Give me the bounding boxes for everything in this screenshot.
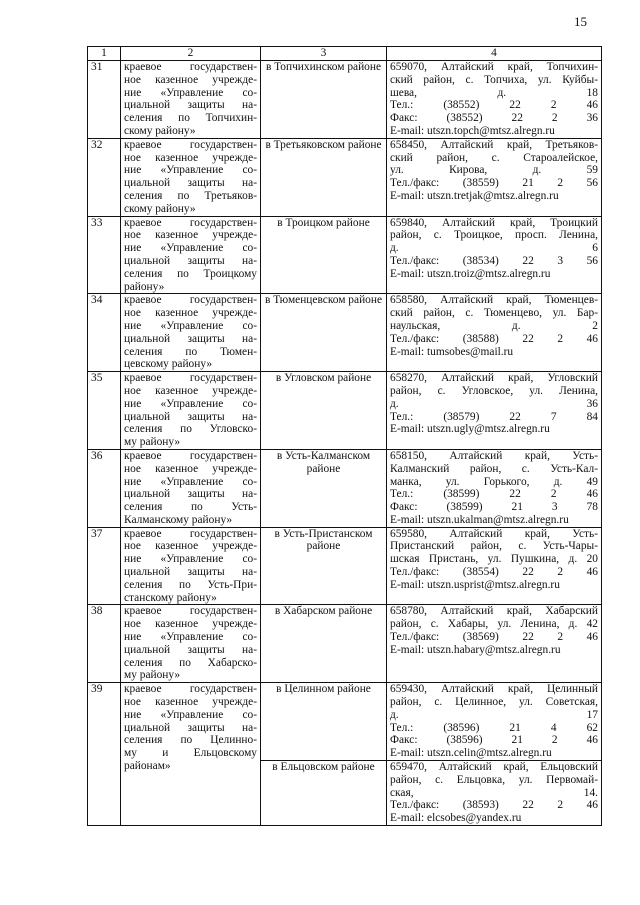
institution-name-line: селения по Усть- (124, 501, 257, 514)
institution-name-line: циальной защиты на- (124, 488, 257, 501)
address-line: д. 6 (390, 242, 598, 255)
address-line: ул. Кирова, д. 59 (390, 164, 598, 177)
row-number: 34 (88, 294, 121, 372)
institution-name-line: циальной защиты на- (124, 410, 257, 423)
address-cell (387, 294, 602, 372)
institution-name-line: ное казенное учрежде- (124, 696, 257, 709)
column-header: 1 (88, 47, 121, 61)
address-line: E-mail: utszn.ukalman@mtsz.alregn.ru (390, 513, 569, 526)
address-line: 659580, Алтайский край, Усть- (390, 527, 598, 540)
row-number: 32 (88, 138, 121, 216)
address-line: Тел./факс: (38554) 22 2 46 (390, 566, 598, 579)
offices-table (87, 46, 602, 826)
address-line: E-mail: elcsobes@yandex.ru (390, 812, 522, 825)
address-line: E-mail: utszn.tretjak@mtsz.alregn.ru (390, 189, 559, 202)
institution-name-line: му району» (124, 436, 181, 449)
district-cell: в Ельцовском районе (261, 761, 387, 826)
institution-name-line: циальной защиты на- (124, 566, 257, 579)
address-line: район, с. Угловское, ул. Ленина, (390, 384, 598, 397)
institution-name-line: циальной защиты на- (124, 177, 257, 190)
institution-name-line: селения по Угловско- (124, 423, 257, 436)
institution-name-line: краевое государствен- (124, 294, 257, 307)
address-line: 659840, Алтайский край, Троицкий (390, 216, 598, 229)
address-line: Факс: (38599) 21 3 78 (390, 501, 598, 514)
institution-name-line: ние «Управление со- (124, 242, 257, 255)
institution-name-cell (121, 216, 261, 294)
address-line: манка, ул. Горького, д. 49 (390, 475, 598, 488)
district-cell: в Целинном районе (261, 683, 387, 761)
institution-name-line: циальной защиты на- (124, 721, 257, 734)
institution-name-line: ное казенное учрежде- (124, 73, 257, 86)
district-cell: в Троицком районе (261, 216, 387, 294)
institution-name-line: ние «Управление со- (124, 475, 257, 488)
address-cell (387, 605, 602, 683)
institution-name-line: краевое государствен- (124, 372, 257, 385)
table-row (88, 138, 602, 216)
institution-name-line: району» (124, 280, 165, 293)
address-line: Тел./факс: (38593) 22 2 46 (390, 799, 598, 812)
address-line: ская, 14. (390, 786, 598, 799)
row-number: 31 (88, 61, 121, 139)
row-number: 37 (88, 527, 121, 605)
district-cell: в Тюменцевском районе (261, 294, 387, 372)
table-row (88, 527, 602, 605)
table-row (88, 216, 602, 294)
district-cell: в Угловском районе (261, 372, 387, 450)
institution-name-line: скому району» (124, 202, 196, 215)
address-cell (387, 683, 602, 761)
institution-name-line: селения по Хабарско- (124, 656, 257, 669)
institution-name-line: ное казенное учрежде- (124, 229, 257, 242)
institution-name-cell (121, 138, 261, 216)
row-number: 38 (88, 605, 121, 683)
institution-name-line: скому району» (124, 124, 196, 137)
address-line: Факс: (38552) 22 2 36 (390, 112, 598, 125)
institution-name-cell (121, 683, 261, 826)
institution-name-line: циальной защиты на- (124, 99, 257, 112)
institution-name-line: селения по Усть-При- (124, 578, 257, 591)
address-cell (387, 761, 602, 826)
district-cell: в Усть-Калманском районе (261, 449, 387, 527)
address-line: д. 36 (390, 397, 598, 410)
institution-name-line: селения по Тюмен- (124, 345, 257, 358)
address-line: 659470, Алтайский край, Ельцовский (390, 761, 598, 774)
address-line: E-mail: utszn.troiz@mtsz.alregn.ru (390, 267, 551, 280)
address-line: Тел./факс: (38569) 22 2 46 (390, 631, 598, 644)
row-number: 35 (88, 372, 121, 450)
district-cell: в Усть-Пристанском районе (261, 527, 387, 605)
address-line: Тел.: (38599) 22 2 46 (390, 488, 598, 501)
address-line: район, с. Ельцовка, ул. Первомай- (390, 773, 598, 786)
institution-name-line: селения по Целинно- (124, 734, 257, 747)
address-line: шева, д. 18 (390, 86, 598, 99)
table-row (88, 294, 602, 372)
institution-name-line: селения по Троицкому (124, 267, 257, 280)
address-line: 658450, Алтайский край, Третьяков- (390, 138, 598, 151)
address-line: Тел./факс: (38588) 22 2 46 (390, 332, 598, 345)
district-cell: в Топчихинском районе (261, 61, 387, 139)
address-line: 659070, Алтайский край, Топчихин- (390, 61, 598, 73)
address-cell (387, 216, 602, 294)
row-number: 39 (88, 683, 121, 826)
institution-name-line: ние «Управление со- (124, 631, 257, 644)
address-line: Тел.: (38579) 22 7 84 (390, 410, 598, 423)
institution-name-line: селения по Третьяков- (124, 189, 257, 202)
district-cell: в Хабарском районе (261, 605, 387, 683)
address-line: Калманский район, с. Усть-Кал- (390, 462, 598, 475)
institution-name-line: ное казенное учрежде- (124, 384, 257, 397)
address-line: район, с. Хабары, ул. Ленина, д. 42 (390, 618, 598, 631)
institution-name-line: ние «Управление со- (124, 319, 257, 332)
row-number: 36 (88, 449, 121, 527)
table-row (88, 605, 602, 683)
address-line: ский район, с. Тюменцево, ул. Бар- (390, 307, 598, 320)
address-line: E-mail: utszn.usprist@mtsz.alregn.ru (390, 578, 560, 591)
table-row (88, 372, 602, 450)
institution-name-cell (121, 61, 261, 139)
address-line: Тел.: (38552) 22 2 46 (390, 99, 598, 112)
address-line: E-mail: utszn.ugly@mtsz.alregn.ru (390, 423, 550, 436)
address-line: 658150, Алтайский край, Усть- (390, 449, 598, 462)
address-line: д. 17 (390, 708, 598, 721)
institution-name-line: ное казенное учрежде- (124, 151, 257, 164)
institution-name-line: селения по Топчихин- (124, 112, 257, 125)
address-line: 658580, Алтайский край, Тюменцев- (390, 294, 598, 307)
column-header: 2 (121, 47, 261, 61)
institution-name-line: ние «Управление со- (124, 86, 257, 99)
address-line: шская Пристань, ул. Пушкина, д. 20 (390, 553, 598, 566)
address-line: ский район, с. Топчиха, ул. Куйбы- (390, 73, 598, 86)
address-line: 658780, Алтайский край, Хабарский (390, 605, 598, 618)
institution-name-line: му и Ельцовскому (124, 747, 257, 760)
table-row (88, 683, 602, 761)
institution-name-line: краевое государствен- (124, 449, 257, 462)
address-cell (387, 138, 602, 216)
address-line: Тел./факс: (38559) 21 2 56 (390, 177, 598, 190)
institution-name-line: краевое государствен- (124, 216, 257, 229)
institution-name-cell (121, 449, 261, 527)
institution-name-line: краевое государствен- (124, 683, 257, 696)
address-cell (387, 527, 602, 605)
address-cell (387, 61, 602, 139)
institution-name-line: районам» (124, 760, 171, 773)
column-header: 3 (261, 47, 387, 61)
institution-name-line: краевое государствен- (124, 61, 257, 73)
institution-name-line: ние «Управление со- (124, 553, 257, 566)
address-line: Факс: (38596) 21 2 46 (390, 734, 598, 747)
address-line: район, с. Целинное, ул. Советская, (390, 696, 598, 709)
institution-name-line: ное казенное учрежде- (124, 618, 257, 631)
district-cell: в Третьяковском районе (261, 138, 387, 216)
institution-name-line: ние «Управление со- (124, 164, 257, 177)
institution-name-line: циальной защиты на- (124, 254, 257, 267)
institution-name-line: Калманскому району» (124, 513, 233, 526)
address-line: E-mail: utszn.topch@mtsz.alregn.ru (390, 124, 555, 137)
address-line: Тел./факс: (38534) 22 3 56 (390, 254, 598, 267)
address-cell (387, 372, 602, 450)
column-header-row (88, 47, 602, 61)
address-line: наульская, д. 2 (390, 319, 598, 332)
institution-name-line: краевое государствен- (124, 605, 257, 618)
address-line: район, с. Троицкое, просп. Ленина, (390, 229, 598, 242)
address-line: 659430, Алтайский край, Целинный (390, 683, 598, 696)
institution-name-line: ное казенное учрежде- (124, 307, 257, 320)
address-line: ский район, с. Староалейское, (390, 151, 598, 164)
institution-name-line: циальной защиты на- (124, 332, 257, 345)
institution-name-line: ное казенное учрежде- (124, 540, 257, 553)
row-number: 33 (88, 216, 121, 294)
institution-name-line: станскому району» (124, 591, 217, 604)
address-cell (387, 449, 602, 527)
column-header: 4 (387, 47, 602, 61)
address-line: E-mail: utszn.celin@mtsz.alregn.ru (390, 747, 552, 760)
institution-name-cell (121, 605, 261, 683)
institution-name-cell (121, 294, 261, 372)
institution-name-line: краевое государствен- (124, 138, 257, 151)
address-line: E-mail: tumsobes@mail.ru (390, 345, 514, 358)
table-row (88, 61, 602, 139)
institution-name-line: краевое государствен- (124, 527, 257, 540)
institution-name-line: му району» (124, 669, 181, 682)
institution-name-line: ное казенное учрежде- (124, 462, 257, 475)
address-line: 658270, Алтайский край, Угловский (390, 372, 598, 385)
page-number: 15 (574, 14, 587, 29)
institution-name-cell (121, 372, 261, 450)
institution-name-line: цевскому району» (124, 358, 213, 371)
address-line: E-mail: utszn.habary@mtsz.alregn.ru (390, 643, 561, 656)
institution-name-line: ние «Управление со- (124, 397, 257, 410)
table-body (88, 61, 602, 826)
address-line: Пристанский район, с. Усть-Чары- (390, 540, 598, 553)
institution-name-line: циальной защиты на- (124, 643, 257, 656)
table-row (88, 449, 602, 527)
institution-name-line: ние «Управление со- (124, 708, 257, 721)
institution-name-cell (121, 527, 261, 605)
address-line: Тел.: (38596) 21 4 62 (390, 721, 598, 734)
